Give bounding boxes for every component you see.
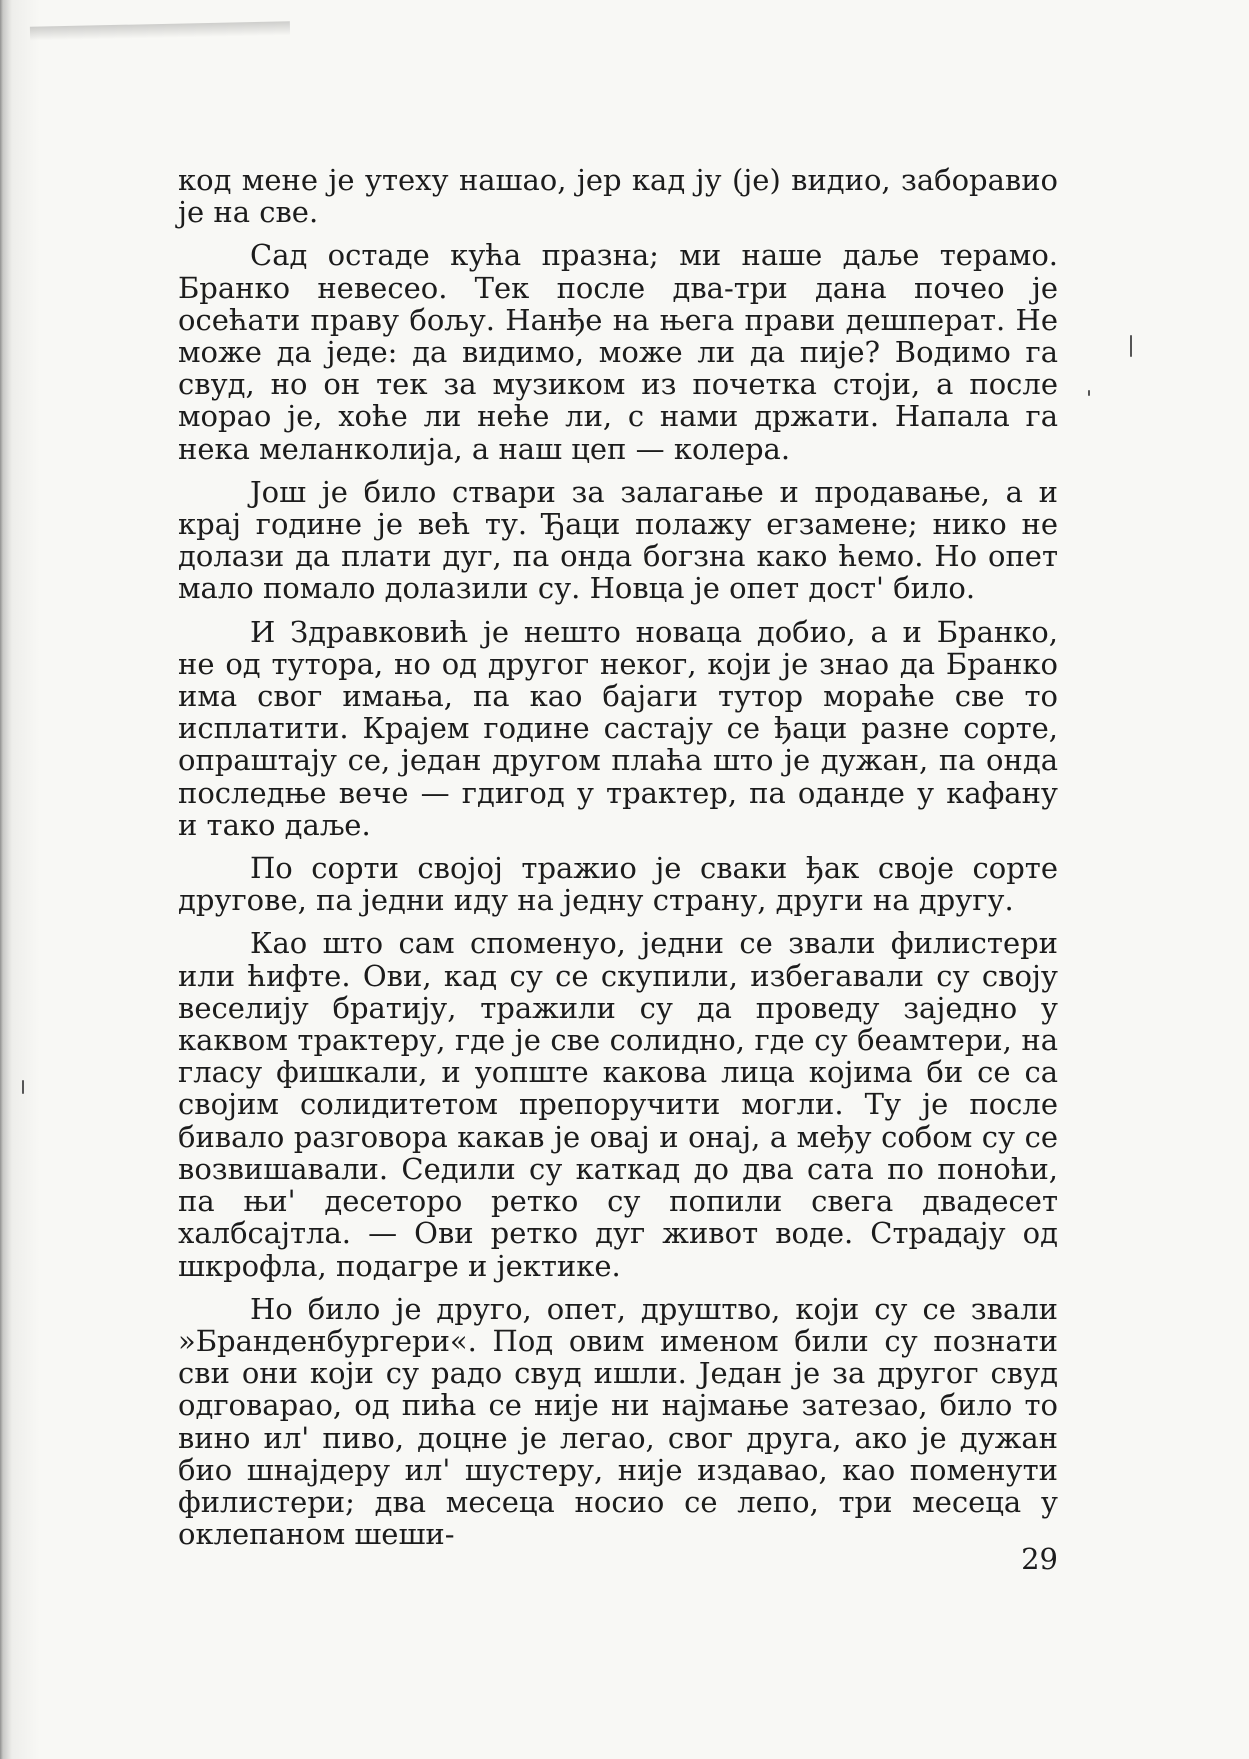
paragraph: И Здравковић је нешто новаца добио, а и Бранко, не од тутора, но од другог неког, који је знао да Бранко има свог имања, па као бајаги тутор мораће све то исплатити. Крајем године састају се ђаци разне сорте, опраштају се, један другом плаћа што је дужан, па онда последње вече — гдигод у трактер, па оданде у кафану и тако даље. <box>178 614 1058 842</box>
scan-edge-shadow <box>0 0 60 1759</box>
paragraph: Још је било ствари за залагање и продавање, а и крај године је већ ту. Ђаци полажу егзамене; нико не долази да плати дуг, па онда богзна како ћемо. Но опет мало помало долазили су. Новца је опет дост' било. <box>178 474 1058 606</box>
body-text <box>178 164 1058 1561</box>
paragraph: Но било је друго, опет, друштво, који су се звали »Бранденбургери«. Под овим именом били су познати сви они који су радо свуд ишли. Један је за другог свуд одговарао, од пића се није ни најмање затезао, било то вино ил' пиво, доцне је легао, свог друга, ако је дужан био шнајдеру ил' шустеру, није издавао, као поменути филистери; два месеца носио се лепо, три месеца у оклепаном шеши- <box>178 1291 1058 1552</box>
scan-speck <box>1130 335 1132 357</box>
scan-top-shadow <box>30 21 290 40</box>
page-number: 29 <box>1021 1542 1058 1576</box>
paragraph: По сорти својој тражио је сваки ђак своје сорте другове, па једни иду на једну страну, други на другу. <box>178 851 1058 918</box>
scan-speck <box>1088 390 1090 396</box>
scan-speck <box>22 1080 24 1094</box>
paragraph: Сад остаде кућа празна; ми наше даље терамо. Бранко невесео. Тек после два-три дана почео је осећати праву бољу. Нанђе на њега прави дешперат. Не може да једе: да видимо, може ли да пије? Водимо га свуд, но он тек за музиком из почетка стоји, а после морао је, хоће ли неће ли, с нами држати. Напала га нека меланколија, а наш цеп — колера. <box>178 238 1058 466</box>
paragraph-continuation: код мене је утеху нашао, јер кад ју (је) видио, заборавио је на све. <box>178 163 1058 230</box>
paragraph: Као што сам споменуо, једни се звали филистери или ћифте. Ови, кад су се скупили, избегавали су своју веселију братију, тражили су да проведу заједно у каквом трактеру, где је све солидно, где су беамтери, на гласу фишкали, и уопште какова лица којима би се са својим солидитетом препоручити могли. Ту је после бивало разговора какав је овај и онај, а међу собом су се возвишавали. Седили су каткад до два сата по поноћи, па њи' десеторо ретко су попили свега двадесет халбсајтла. — Ови ретко дуг живот воде. Страдају од шкрофла, подагре и јектике. <box>178 926 1058 1283</box>
